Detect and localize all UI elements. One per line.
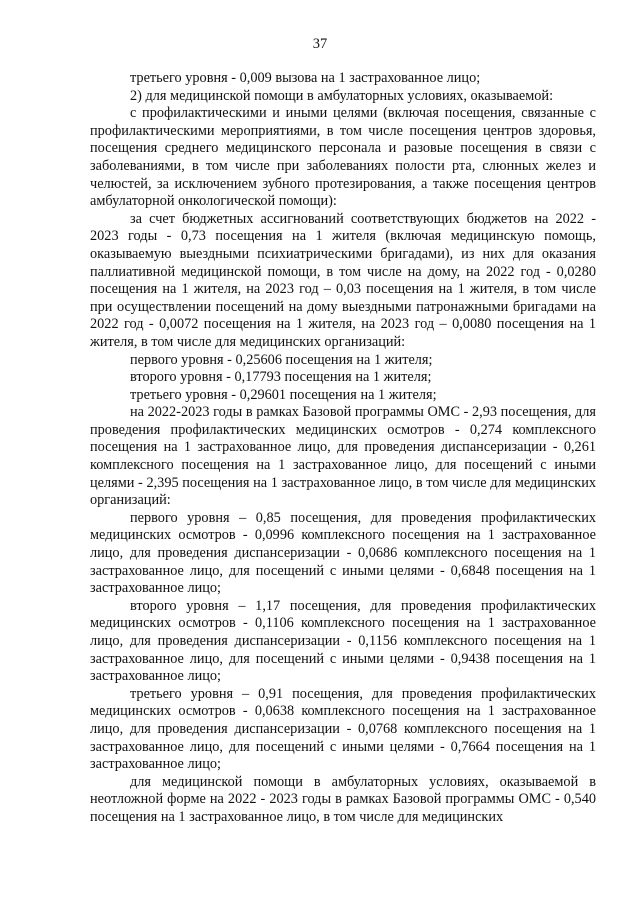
page-number: 37 <box>312 36 328 52</box>
paragraph-8: на 2022-2023 годы в рамках Базовой программы ОМС - 2,93 посещения, для проведения профилактических медицинских осмотров - 0,274 комплексного посещения на 1 застрахованное лицо, для проведения диспансеризации - 0,261 комплексного посещения на 1 застрахованное лицо, для посещений с иными целями - 2,395 посещения на 1 застрахованное лицо, в том числе для медицинских организаций: <box>90 404 596 509</box>
paragraph-10: второго уровня – 1,17 посещения, для проведения профилактических медицинских осмотров - 0,1106 комплексного посещения на 1 застрахованное лицо, для проведения диспансеризации - 0,1156 комплексного посещения на 1 застрахованное лицо, для посещений с иными целями - 0,9438 посещения на 1 застрахованное лицо; <box>90 597 596 685</box>
paragraph-12: для медицинской помощи в амбулаторных условиях, оказываемой в неотложной форме на 2022 - 2023 годы в рамках Базовой программы ОМС - 0,540 посещения на 1 застрахованное лицо, в том числе для медицинских <box>90 773 596 825</box>
paragraph-9: первого уровня – 0,85 посещения, для проведения профилактических медицинских осмотров - 0,0996 комплексного посещения на 1 застрахованное лицо, для проведения диспансеризации - 0,0686 комплексного посещения на 1 застрахованное лицо, для посещений с иными целями - 0,6848 посещения на 1 застрахованное лицо; <box>90 509 596 597</box>
paragraph-7: третьего уровня - 0,29601 посещения на 1 жителя; <box>130 386 437 403</box>
paragraph-6: второго уровня - 0,17793 посещения на 1 жителя; <box>130 369 432 386</box>
paragraph-3: с профилактическими и иными целями (включая посещения, связанные с профилактическими мероприятиями, в том числе посещения центров здоровья, посещения среднего медицинского персонала и разовые посещения в связи с заболеваниями, в том числе при заболеваниях полости рта, слюнных желез и челюстей, за исключением зубного протезирования, а также посещения центров амбулаторной онкологической помощи): <box>90 105 596 210</box>
paragraph-11: третьего уровня – 0,91 посещения, для проведения профилактических медицинских осмотров - 0,0638 комплексного посещения на 1 застрахованное лицо, для проведения диспансеризации - 0,0768 комплексного посещения на 1 застрахованное лицо, для посещений с иными целями - 0,7664 посещения на 1 застрахованное лицо; <box>90 685 596 773</box>
paragraph-5: первого уровня - 0,25606 посещения на 1 жителя; <box>130 351 433 368</box>
paragraph-2: 2) для медицинской помощи в амбулаторных условиях, оказываемой: <box>130 87 554 104</box>
document-body <box>90 70 596 827</box>
paragraph-4: за счет бюджетных ассигнований соответствующих бюджетов на 2022 - 2023 годы - 0,73 посещения на 1 жителя (включая медицинскую помощь, оказываемую выездными психиатрическими бригадами), из них для оказания паллиативной медицинской помощи, в том числе на дому, на 2022 год - 0,0280 посещения на 1 жителя, на 2023 год – 0,03 посещения на 1 жителя, в том числе при осуществлении посещений на дому выездными патронажными бригадами на 2022 год - 0,0072 посещения на 1 жителя, на 2023 год – 0,0080 посещения на 1 жителя, в том числе для медицинских организаций: <box>90 210 596 350</box>
paragraph-1: третьего уровня - 0,009 вызова на 1 застрахованное лицо; <box>130 70 481 86</box>
